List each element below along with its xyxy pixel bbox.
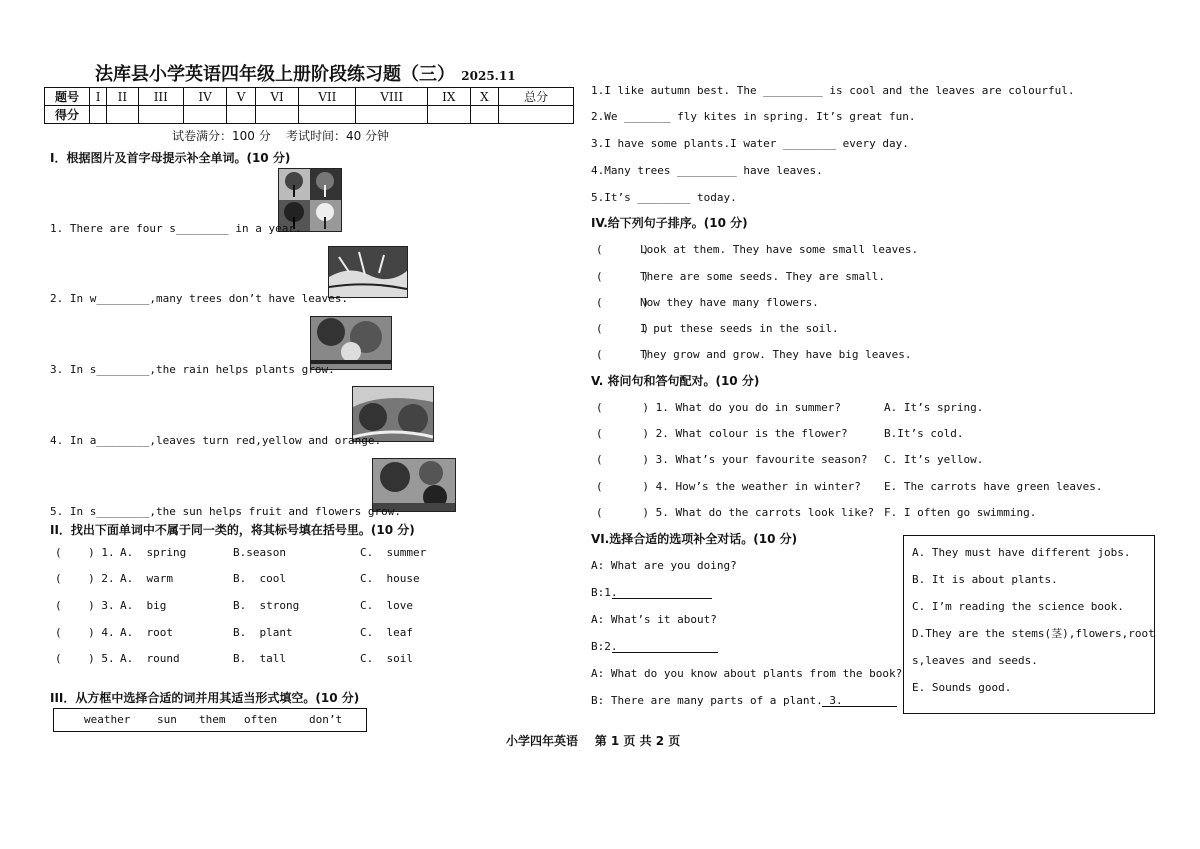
section3-item-5: 5.It’s ________ today. <box>591 191 737 204</box>
exam-date: 2025.11 <box>461 69 516 83</box>
section4-paren-1[interactable]: ( ) <box>596 243 649 256</box>
section4-item-4: I put these seeds in the soil. <box>640 322 839 335</box>
section4-paren-3[interactable]: ( ) <box>596 296 649 309</box>
score-cell[interactable] <box>499 106 574 124</box>
score-col-4: IV <box>184 88 227 106</box>
score-table <box>44 87 574 124</box>
section1-item-4: 4. In a________,leaves turn red,yellow and orange. <box>50 434 382 447</box>
section5-question-1[interactable]: ( ) 1. What do you do in summer? <box>596 401 842 414</box>
score-col-10: X <box>470 88 499 106</box>
score-cell[interactable] <box>256 106 299 124</box>
section2-row-4-num[interactable]: ( ) 4. <box>55 626 115 639</box>
section2-row-4-b: B. plant <box>233 626 293 639</box>
section2-row-2-num[interactable]: ( ) 2. <box>55 572 115 585</box>
score-col-total: 总分 <box>499 88 574 106</box>
section5-answer-f: F. I often go swimming. <box>884 506 1037 519</box>
section2-row-2-c: C. house <box>360 572 420 585</box>
section2-row-1-num[interactable]: ( ) 1. <box>55 546 115 559</box>
section2-row-5-c: C. soil <box>360 652 413 665</box>
section3-item-3: 3.I have some plants.I water ________ every day. <box>591 137 909 150</box>
section1-item-5: 5. In s________,the sun helps fruit and flowers grow. <box>50 505 401 518</box>
section1-item-2: 2. In w________,many trees don’t have leaves. <box>50 292 349 305</box>
section3-item-4: 4.Many trees _________ have leaves. <box>591 164 823 177</box>
score-cell[interactable] <box>227 106 256 124</box>
score-cell[interactable] <box>138 106 184 124</box>
dialogue-line-2: B:1. <box>591 586 618 599</box>
section5-answer-a: A. It’s spring. <box>884 401 984 414</box>
score-col-1: I <box>90 88 107 106</box>
section2-row-3-a: A. big <box>120 599 167 612</box>
score-cell[interactable] <box>184 106 227 124</box>
section4-item-1: Look at them. They have some small leaves. <box>640 243 919 256</box>
word-box-item: sun <box>157 713 177 726</box>
section2-row-3-num[interactable]: ( ) 3. <box>55 599 115 612</box>
word-box-item: don’t <box>309 713 343 726</box>
section2-row-1-b: B.season <box>233 546 286 559</box>
section4-item-2: There are some seeds. They are small. <box>640 270 886 283</box>
section2-row-5-num[interactable]: ( ) 5. <box>55 652 115 665</box>
page-title: 法库县小学英语四年级上册阶段练习题（三） 2025.11 <box>95 64 516 85</box>
option-e: E. Sounds good. <box>912 681 1012 694</box>
option-d-continued: s,leaves and seeds. <box>912 654 1038 667</box>
option-d: D.They are the stems(茎),flowers,root <box>912 627 1155 640</box>
section2-row-1-c: C. summer <box>360 546 427 559</box>
section1-heading: I．根据图片及首字母提示补全单词。(10 分) <box>50 151 291 165</box>
section3-item-2: 2.We _______ fly kites in spring. It’s great fun. <box>591 110 916 123</box>
dialogue-line-3: A: What’s it about? <box>591 613 717 626</box>
score-col-2: II <box>107 88 138 106</box>
section4-heading: IV.给下列句子排序。(10 分) <box>591 216 748 230</box>
score-cell[interactable] <box>356 106 427 124</box>
word-box-item: often <box>244 713 278 726</box>
section1-item-1: 1. There are four s________ in a year. <box>50 222 302 235</box>
score-cell[interactable] <box>299 106 356 124</box>
dialogue-line-1: A: What are you doing? <box>591 559 737 572</box>
section2-row-3-b: B. strong <box>233 599 300 612</box>
option-b: B. It is about plants. <box>912 573 1058 586</box>
section3-item-1: 1.I like autumn best. The _________ is cool and the leaves are colourful. <box>591 84 1075 97</box>
section1-item-3: 3. In s________,the rain helps plants grow. <box>50 363 335 376</box>
section2-row-3-c: C. love <box>360 599 413 612</box>
section5-question-5[interactable]: ( ) 5. What do the carrots look like? <box>596 506 875 519</box>
option-c: C. I’m reading the science book. <box>912 600 1124 613</box>
score-table-row1-label: 题号 <box>45 88 90 106</box>
section5-question-2[interactable]: ( ) 2. What colour is the flower? <box>596 427 848 440</box>
section2-row-4-a: A. root <box>120 626 173 639</box>
score-cell[interactable] <box>107 106 138 124</box>
page-footer: 小学四年英语 第 1 页 共 2 页 <box>506 734 681 748</box>
dialogue-line-6: B: There are many parts of a plant. 3. <box>591 694 843 707</box>
section5-question-4[interactable]: ( ) 4. How’s the weather in winter? <box>596 480 861 493</box>
section4-paren-2[interactable]: ( ) <box>596 270 649 283</box>
section4-item-3: Now they have many flowers. <box>640 296 819 309</box>
options-box <box>903 535 1155 714</box>
section5-answer-b: B.It’s cold. <box>884 427 964 440</box>
section2-row-2-a: A. warm <box>120 572 173 585</box>
score-col-7: VII <box>299 88 356 106</box>
score-col-9: IX <box>427 88 470 106</box>
score-col-6: VI <box>256 88 299 106</box>
section5-answer-c: C. It’s yellow. <box>884 453 984 466</box>
score-table-row2-label: 得分 <box>45 106 90 124</box>
section2-row-4-c: C. leaf <box>360 626 413 639</box>
word-box-item: weather <box>84 713 131 726</box>
score-col-8: VIII <box>356 88 427 106</box>
option-a: A. They must have different jobs. <box>912 546 1131 559</box>
section4-paren-4[interactable]: ( ) <box>596 322 649 335</box>
section3-heading: III．从方框中选择合适的词并用其适当形式填空。(10 分) <box>50 691 360 705</box>
section5-answer-e: E. The carrots have green leaves. <box>884 480 1103 493</box>
section6-heading: VI.选择合适的选项补全对话。(10 分) <box>591 532 798 546</box>
section2-heading: II．找出下面单词中不属于同一类的，将其标号填在括号里。(10 分) <box>50 523 415 537</box>
answer-blank-1[interactable] <box>612 598 712 599</box>
winter-picture <box>328 246 408 298</box>
section2-row-5-a: A. round <box>120 652 180 665</box>
score-cell[interactable] <box>470 106 499 124</box>
score-cell[interactable] <box>90 106 107 124</box>
answer-blank-2[interactable] <box>612 652 718 653</box>
section5-heading: V. 将问句和答句配对。(10 分) <box>591 374 760 388</box>
exam-info: 试卷满分：100 分 考试时间：40 分钟 <box>172 129 390 143</box>
spring-picture <box>310 316 392 370</box>
section2-row-5-b: B. tall <box>233 652 286 665</box>
score-cell[interactable] <box>427 106 470 124</box>
word-box-item: them <box>199 713 226 726</box>
section5-question-3[interactable]: ( ) 3. What’s your favourite season? <box>596 453 868 466</box>
dialogue-line-5: A: What do you know about plants from the book? <box>591 667 903 680</box>
section4-paren-5[interactable]: ( ) <box>596 348 649 361</box>
answer-blank-3[interactable] <box>822 706 897 707</box>
summer-picture <box>372 458 456 512</box>
score-col-5: V <box>227 88 256 106</box>
section2-row-2-b: B. cool <box>233 572 286 585</box>
word-box <box>53 708 367 732</box>
section2-row-1-a: A. spring <box>120 546 187 559</box>
score-col-3: III <box>138 88 184 106</box>
dialogue-line-4: B:2. <box>591 640 618 653</box>
section4-item-5: They grow and grow. They have big leaves. <box>640 348 912 361</box>
